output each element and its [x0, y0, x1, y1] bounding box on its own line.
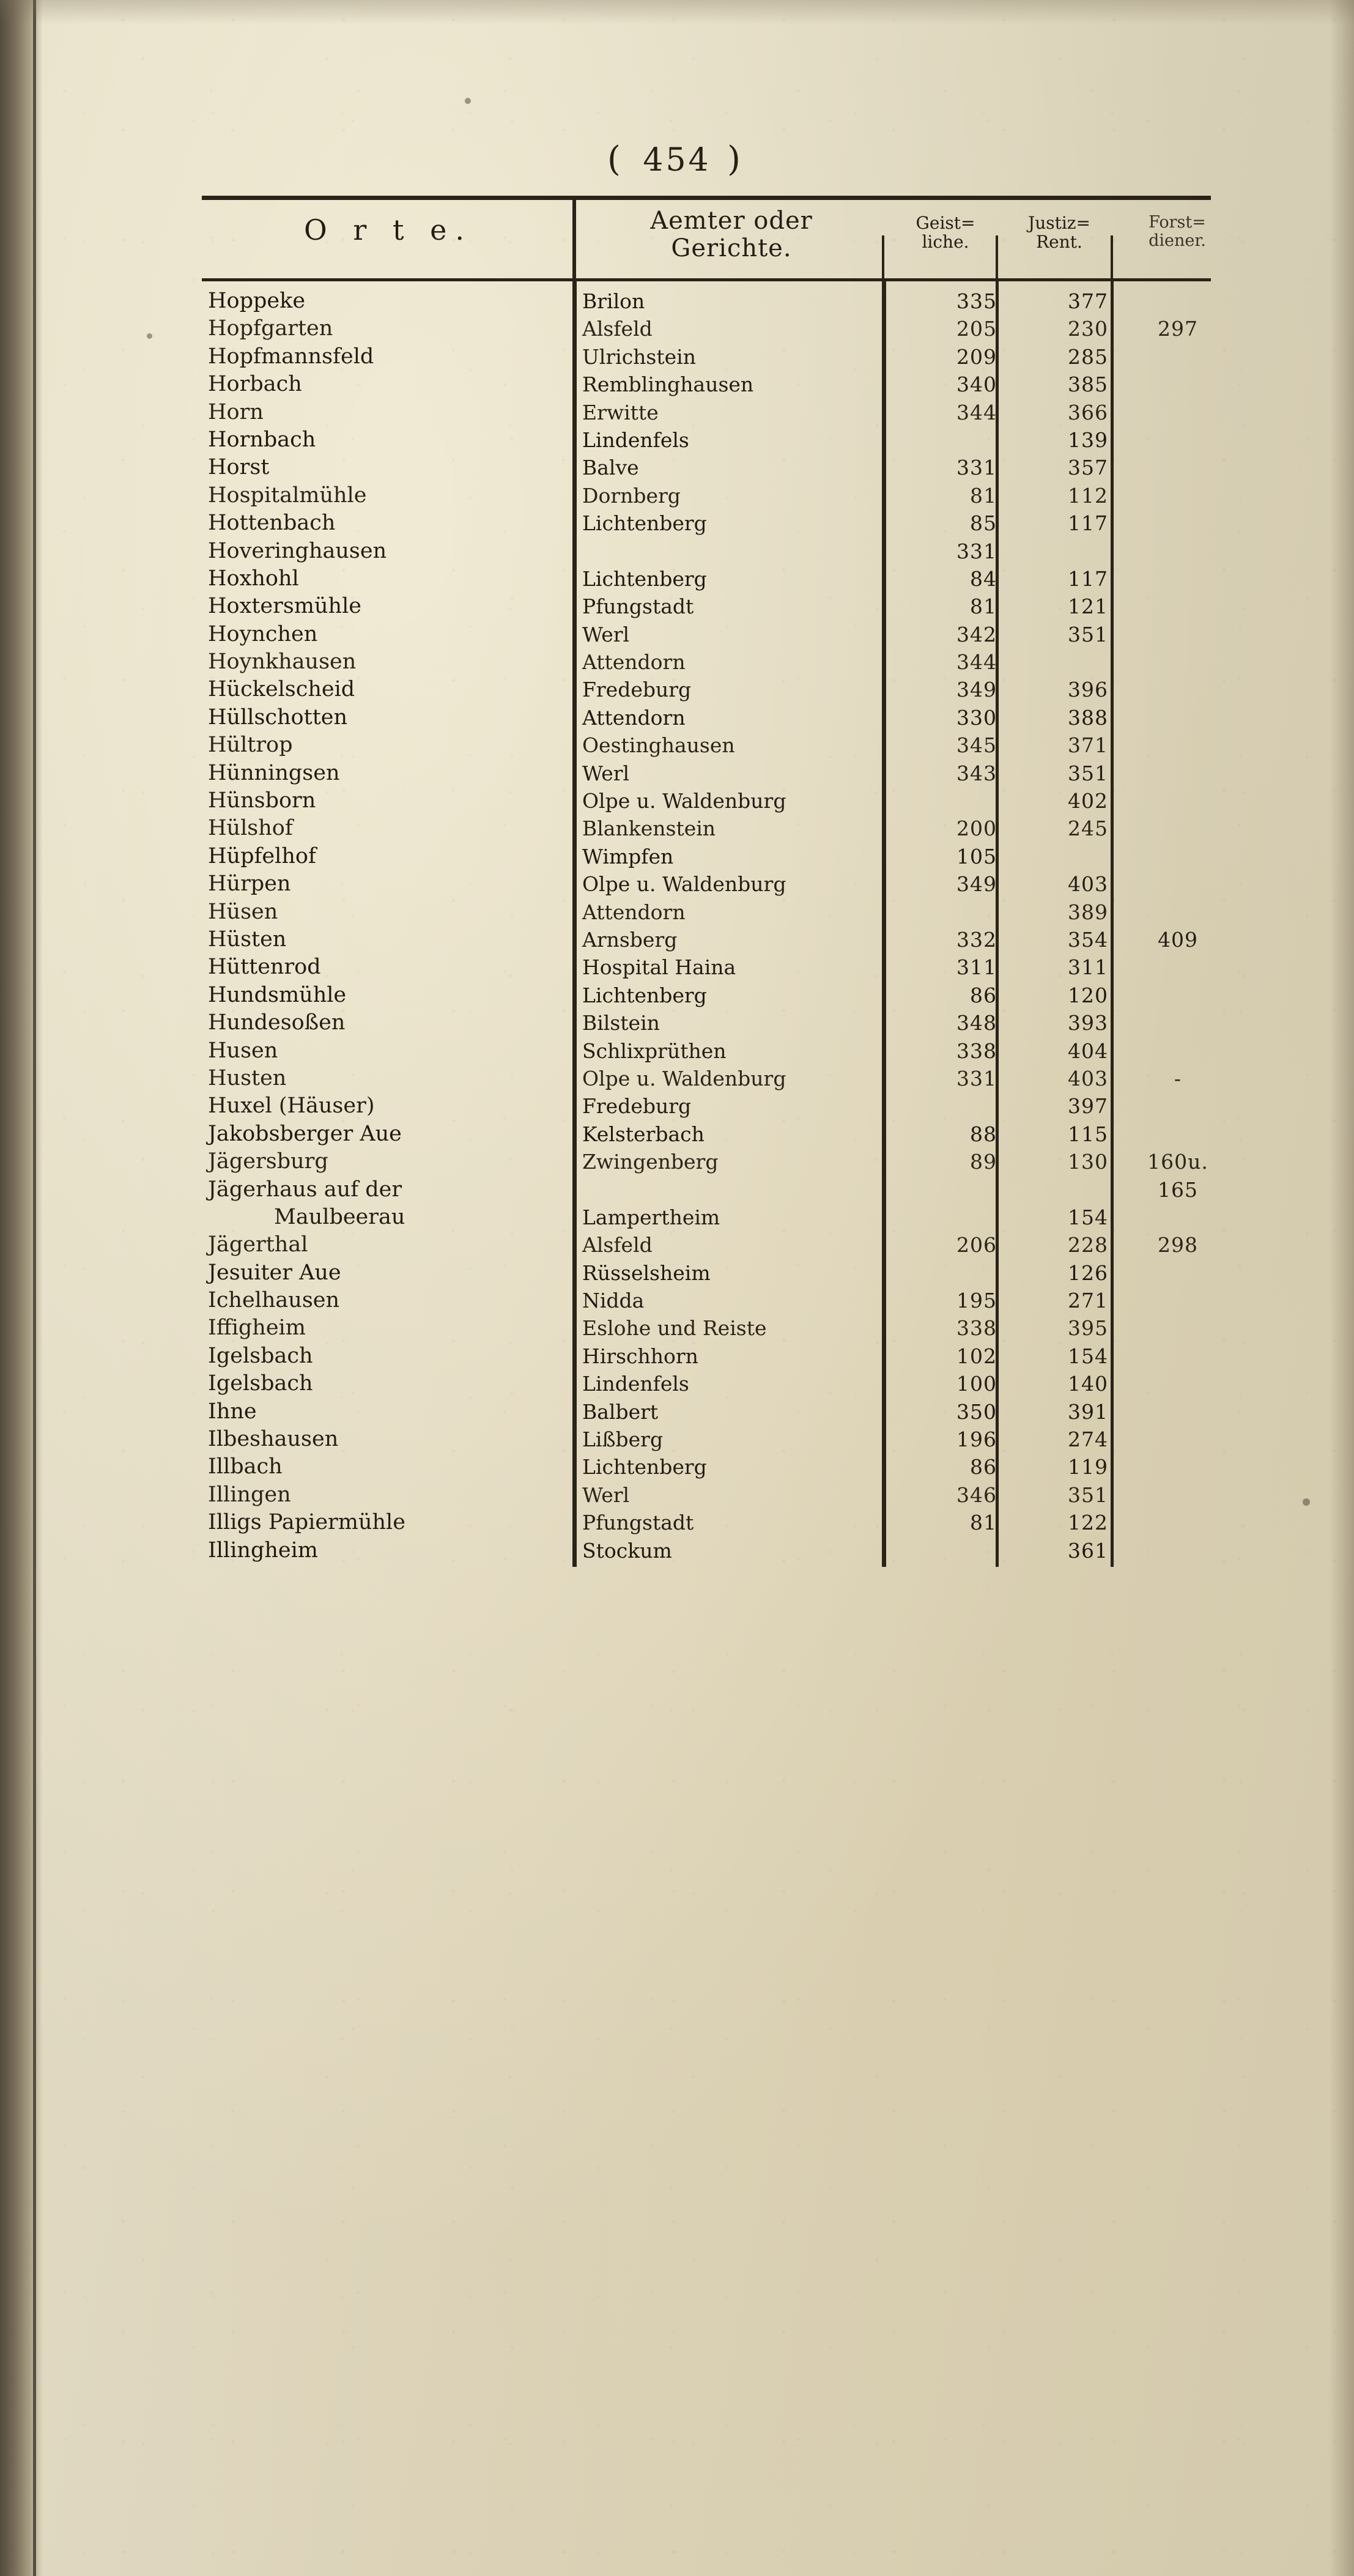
cell-geistliche: 340 [956, 372, 997, 397]
cell-ort: Hundesoßen [208, 1010, 346, 1035]
cell-geistliche: 350 [956, 1399, 997, 1424]
table-row [202, 1148, 1211, 1175]
cell-ort: Hückelscheid [208, 677, 355, 702]
cell-amt: Remblinghausen [582, 372, 754, 397]
cell-justiz: 395 [1068, 1316, 1108, 1341]
cell-ort: Hoynkhausen [208, 650, 357, 675]
table-row [202, 843, 1211, 870]
table-row [202, 343, 1211, 371]
cell-amt: Pfungstadt [582, 1511, 694, 1535]
table-row [202, 621, 1211, 648]
table-row [202, 315, 1211, 342]
cell-ort: Illigs Papiermühle [208, 1510, 405, 1535]
cell-amt: Stockum [582, 1538, 672, 1563]
cell-ort: Hünsborn [208, 788, 316, 813]
cell-ort: Hopfmannsfeld [208, 344, 374, 369]
cell-geistliche: 86 [970, 1455, 997, 1479]
cell-amt: Lißberg [582, 1427, 664, 1452]
cell-ort: Ilbeshausen [208, 1427, 339, 1452]
cell-amt: Oestinghausen [582, 733, 735, 758]
cell-geistliche: 100 [956, 1372, 997, 1396]
cell-amt: Fredeburg [582, 1094, 692, 1119]
places-table [202, 196, 1211, 1564]
cell-forst: 409 [1158, 927, 1198, 952]
cell-justiz: 354 [1068, 927, 1108, 952]
cell-ort: Jakobsberger Aue [208, 1121, 402, 1146]
column-header-justiz [1004, 213, 1114, 252]
table-row [202, 926, 1211, 953]
cell-ort: Hüsen [208, 899, 278, 924]
ink-speck [465, 98, 471, 104]
cell-ort: Hornbach [208, 427, 316, 452]
cell-justiz: 351 [1068, 622, 1108, 646]
page-number-right-paren: ) [727, 139, 747, 179]
table-top-rule [202, 196, 1211, 200]
cell-geistliche: 349 [956, 678, 997, 702]
cell-ort: Horn [208, 399, 264, 424]
cell-ort: Huxel (Häuser) [208, 1094, 375, 1119]
column-header-justiz-line2: Rent. [1036, 232, 1082, 253]
cell-justiz: 117 [1068, 511, 1108, 536]
cell-geistliche: 342 [956, 622, 997, 646]
cell-justiz: 396 [1068, 678, 1108, 702]
table-row [202, 731, 1211, 759]
cell-justiz: 366 [1068, 400, 1108, 424]
cell-amt: Kelsterbach [582, 1122, 705, 1146]
cell-ort: Hoppeke [208, 289, 306, 313]
table-row [202, 565, 1211, 593]
cell-justiz: 115 [1068, 1122, 1108, 1146]
table-header-row [202, 200, 1211, 278]
cell-ort: Ichelhausen [208, 1288, 340, 1313]
cell-justiz: 403 [1068, 1066, 1108, 1090]
table-row [202, 787, 1211, 815]
page-number-value: 454 [643, 142, 711, 179]
cell-amt: Zwingenberg [582, 1150, 719, 1174]
cell-ort: Igelsbach [208, 1343, 313, 1368]
cell-justiz: 126 [1068, 1260, 1108, 1285]
cell-geistliche: 345 [956, 733, 997, 758]
cell-ort: Husen [208, 1038, 278, 1063]
cell-amt: Lichtenberg [582, 1455, 707, 1479]
cell-ort: Maulbeerau [274, 1204, 405, 1229]
cell-ort: Illingheim [208, 1538, 318, 1563]
cell-justiz: 271 [1068, 1289, 1108, 1313]
cell-justiz: 389 [1068, 900, 1108, 924]
cell-forst: - [1174, 1066, 1182, 1090]
cell-geistliche: 349 [956, 872, 997, 897]
cell-ort: Iffigheim [208, 1316, 306, 1341]
table-row [202, 593, 1211, 620]
cell-amt: Werl [582, 761, 630, 785]
cell-amt: Lampertheim [582, 1205, 720, 1229]
cell-justiz: 397 [1068, 1094, 1108, 1119]
column-header-forst-line1: Forst= [1149, 213, 1206, 232]
cell-justiz: 120 [1068, 983, 1108, 1007]
cell-justiz: 361 [1068, 1538, 1108, 1563]
cell-justiz: 121 [1068, 594, 1108, 619]
cell-justiz: 403 [1068, 872, 1108, 897]
cell-ort: Hünningsen [208, 760, 340, 785]
cell-ort: Jägerthal [208, 1232, 308, 1257]
table-row [202, 1176, 1211, 1204]
page-number-left-paren: ( [607, 139, 627, 179]
table-row [202, 1065, 1211, 1092]
table-row [202, 1231, 1211, 1259]
table-row [202, 538, 1211, 565]
cell-justiz: 285 [1068, 344, 1108, 369]
cell-amt: Lindenfels [582, 427, 689, 452]
cell-amt: Lindenfels [582, 1372, 689, 1396]
cell-ort: Hospitalmühle [208, 483, 367, 508]
cell-ort: Igelsbach [208, 1371, 313, 1396]
table-row [202, 870, 1211, 898]
cell-amt: Alsfeld [582, 1233, 653, 1257]
cell-geistliche: 335 [956, 289, 997, 313]
column-header-aemter-line1: Aemter oder [650, 207, 813, 235]
table-row [202, 953, 1211, 981]
cell-amt: Pfungstadt [582, 594, 694, 619]
table-row [202, 1287, 1211, 1314]
cell-ort: Hoveringhausen [208, 538, 387, 563]
cell-amt: Attendorn [582, 900, 686, 924]
cell-ort: Illbach [208, 1454, 283, 1479]
table-row [202, 1120, 1211, 1148]
cell-ort: Illingen [208, 1482, 291, 1507]
table-row [202, 1259, 1211, 1287]
column-header-forst-line2: diener. [1149, 231, 1206, 251]
cell-forst: 160u. [1147, 1150, 1208, 1174]
cell-ort: Hülshof [208, 816, 293, 841]
cell-geistliche: 84 [970, 566, 997, 591]
cell-geistliche: 344 [956, 400, 997, 424]
cell-justiz: 351 [1068, 1482, 1108, 1507]
cell-amt: Brilon [582, 289, 645, 313]
cell-ort: Jägersburg [208, 1149, 328, 1174]
cell-justiz: 154 [1068, 1205, 1108, 1229]
cell-geistliche: 331 [956, 539, 997, 563]
cell-amt: Nidda [582, 1289, 645, 1313]
cell-amt: Olpe u. Waldenburg [582, 872, 786, 897]
cell-ort: Hundsmühle [208, 982, 347, 1007]
cell-geistliche: 88 [970, 1122, 997, 1146]
cell-justiz: 130 [1068, 1150, 1108, 1174]
cell-justiz: 245 [1068, 816, 1108, 841]
cell-amt: Dornberg [582, 483, 681, 508]
cell-amt: Werl [582, 622, 630, 646]
cell-geistliche: 331 [956, 1066, 997, 1090]
cell-amt: Alsfeld [582, 317, 653, 341]
cell-geistliche: 105 [956, 844, 997, 868]
cell-ort: Jesuiter Aue [208, 1260, 341, 1285]
cell-amt: Olpe u. Waldenburg [582, 1066, 786, 1090]
cell-amt: Ulrichstein [582, 344, 696, 369]
table-row [202, 676, 1211, 703]
column-header-geistliche-line1: Geist= [916, 213, 975, 233]
cell-justiz: 119 [1068, 1455, 1108, 1479]
column-header-aemter-line2: Gerichte. [671, 234, 792, 262]
book-gutter-shadow [0, 0, 43, 2576]
cell-geistliche: 209 [956, 344, 997, 369]
table-row [202, 371, 1211, 398]
cell-geistliche: 330 [956, 705, 997, 730]
cell-ort: Horst [208, 455, 270, 480]
cell-justiz: 388 [1068, 705, 1108, 730]
cell-justiz: 228 [1068, 1233, 1108, 1257]
column-header-geistliche-line2: liche. [922, 232, 969, 253]
cell-amt: Attendorn [582, 705, 686, 730]
cell-justiz: 391 [1068, 1399, 1108, 1424]
cell-amt: Lichtenberg [582, 983, 707, 1007]
table-row [202, 648, 1211, 676]
cell-geistliche: 102 [956, 1344, 997, 1368]
column-header-aemter [579, 207, 884, 262]
table-row [202, 1204, 1211, 1231]
cell-forst: 298 [1158, 1233, 1198, 1257]
cell-justiz: 154 [1068, 1344, 1108, 1368]
cell-geistliche: 205 [956, 317, 997, 341]
table-row [202, 1453, 1211, 1481]
column-header-geistliche [890, 213, 1001, 252]
cell-geistliche: 332 [956, 927, 997, 952]
table-body [202, 281, 1211, 1564]
cell-justiz: 404 [1068, 1038, 1108, 1063]
cell-ort: Horbach [208, 372, 302, 397]
cell-amt: Arnsberg [582, 927, 678, 952]
ink-speck [1303, 1498, 1310, 1506]
cell-geistliche: 196 [956, 1427, 997, 1452]
table-row [202, 426, 1211, 454]
table-row [202, 482, 1211, 509]
cell-justiz: 393 [1068, 1011, 1108, 1035]
cell-geistliche: 311 [956, 955, 997, 980]
cell-justiz: 385 [1068, 372, 1108, 397]
cell-ort: Ihne [208, 1399, 257, 1424]
cell-amt: Bilstein [582, 1011, 660, 1035]
table-row [202, 509, 1211, 537]
table-row [202, 1009, 1211, 1037]
cell-forst: 297 [1158, 317, 1198, 341]
cell-amt: Balbert [582, 1399, 659, 1424]
book-gutter-edge [33, 0, 36, 2576]
cell-amt: Olpe u. Waldenburg [582, 789, 786, 813]
table-row [202, 1314, 1211, 1342]
cell-ort: Husten [208, 1065, 287, 1090]
cell-amt: Balve [582, 456, 639, 480]
top-edge-shadow [0, 0, 1354, 24]
right-edge-shadow [1330, 0, 1354, 2576]
cell-ort: Hoynchen [208, 621, 318, 646]
cell-amt: Lichtenberg [582, 566, 707, 591]
cell-justiz: 139 [1068, 427, 1108, 452]
table-row [202, 1342, 1211, 1370]
cell-geistliche: 344 [956, 650, 997, 675]
cell-geistliche: 200 [956, 816, 997, 841]
cell-ort: Hüpfelhof [208, 843, 316, 868]
cell-amt: Erwitte [582, 400, 659, 424]
table-row [202, 1398, 1211, 1426]
cell-geistliche: 338 [956, 1038, 997, 1063]
cell-ort: Hürpen [208, 872, 291, 897]
table-row [202, 1481, 1211, 1509]
cell-justiz: 140 [1068, 1372, 1108, 1396]
ink-speck [147, 333, 152, 339]
cell-ort: Hüllschotten [208, 705, 348, 730]
cell-amt: Hirschhorn [582, 1344, 698, 1368]
cell-ort: Hoxtersmühle [208, 594, 361, 619]
cell-geistliche: 81 [970, 594, 997, 619]
cell-justiz: 311 [1068, 955, 1108, 980]
cell-amt: Rüsselsheim [582, 1260, 711, 1285]
cell-amt: Schlixprüthen [582, 1038, 727, 1063]
cell-geistliche: 81 [970, 1511, 997, 1535]
table-row [202, 1509, 1211, 1536]
cell-amt: Eslohe und Reiste [582, 1316, 767, 1341]
cell-geistliche: 338 [956, 1316, 997, 1341]
cell-geistliche: 346 [956, 1482, 997, 1507]
table-row [202, 287, 1211, 315]
table-row [202, 1037, 1211, 1065]
cell-justiz: 371 [1068, 733, 1108, 758]
cell-amt: Hospital Haina [582, 955, 736, 980]
cell-amt: Blankenstein [582, 816, 716, 841]
cell-geistliche: 195 [956, 1289, 997, 1313]
table-row [202, 1092, 1211, 1120]
cell-justiz: 122 [1068, 1511, 1108, 1535]
cell-geistliche: 85 [970, 511, 997, 536]
cell-amt: Fredeburg [582, 678, 692, 702]
cell-justiz: 377 [1068, 289, 1108, 313]
table-row [202, 982, 1211, 1009]
table-row [202, 1370, 1211, 1397]
cell-geistliche: 89 [970, 1150, 997, 1174]
cell-justiz: 402 [1068, 789, 1108, 813]
table-row [202, 399, 1211, 426]
cell-justiz: 351 [1068, 761, 1108, 785]
cell-justiz: 274 [1068, 1427, 1108, 1452]
cell-ort: Jägerhaus auf der [208, 1177, 402, 1202]
cell-ort: Hüttenrod [208, 955, 321, 980]
cell-geistliche: 331 [956, 456, 997, 480]
cell-amt: Werl [582, 1482, 630, 1507]
cell-geistliche: 86 [970, 983, 997, 1007]
table-row [202, 1537, 1211, 1564]
cell-ort: Hopfgarten [208, 316, 333, 341]
cell-geistliche: 206 [956, 1233, 997, 1257]
cell-justiz: 230 [1068, 317, 1108, 341]
cell-geistliche: 343 [956, 761, 997, 785]
page-number [0, 139, 1354, 179]
cell-geistliche: 81 [970, 483, 997, 508]
column-header-forst [1119, 213, 1235, 250]
column-header-justiz-line1: Justiz= [1027, 213, 1091, 233]
cell-justiz: 112 [1068, 483, 1108, 508]
cell-ort: Hüsten [208, 927, 287, 952]
cell-amt: Attendorn [582, 650, 686, 675]
table-row [202, 704, 1211, 731]
cell-ort: Hoxhohl [208, 566, 299, 591]
cell-geistliche: 348 [956, 1011, 997, 1035]
table-row [202, 898, 1211, 926]
column-header-orte: O r t e. [304, 213, 473, 246]
table-row [202, 815, 1211, 842]
cell-ort: Hottenbach [208, 511, 336, 536]
table-row [202, 454, 1211, 481]
cell-justiz: 357 [1068, 456, 1108, 480]
cell-ort: Hültrop [208, 733, 293, 758]
table-row [202, 1426, 1211, 1453]
cell-amt: Wimpfen [582, 844, 674, 868]
cell-amt: Lichtenberg [582, 511, 707, 536]
cell-justiz: 117 [1068, 566, 1108, 591]
cell-forst: 165 [1158, 1177, 1198, 1202]
table-row [202, 760, 1211, 787]
